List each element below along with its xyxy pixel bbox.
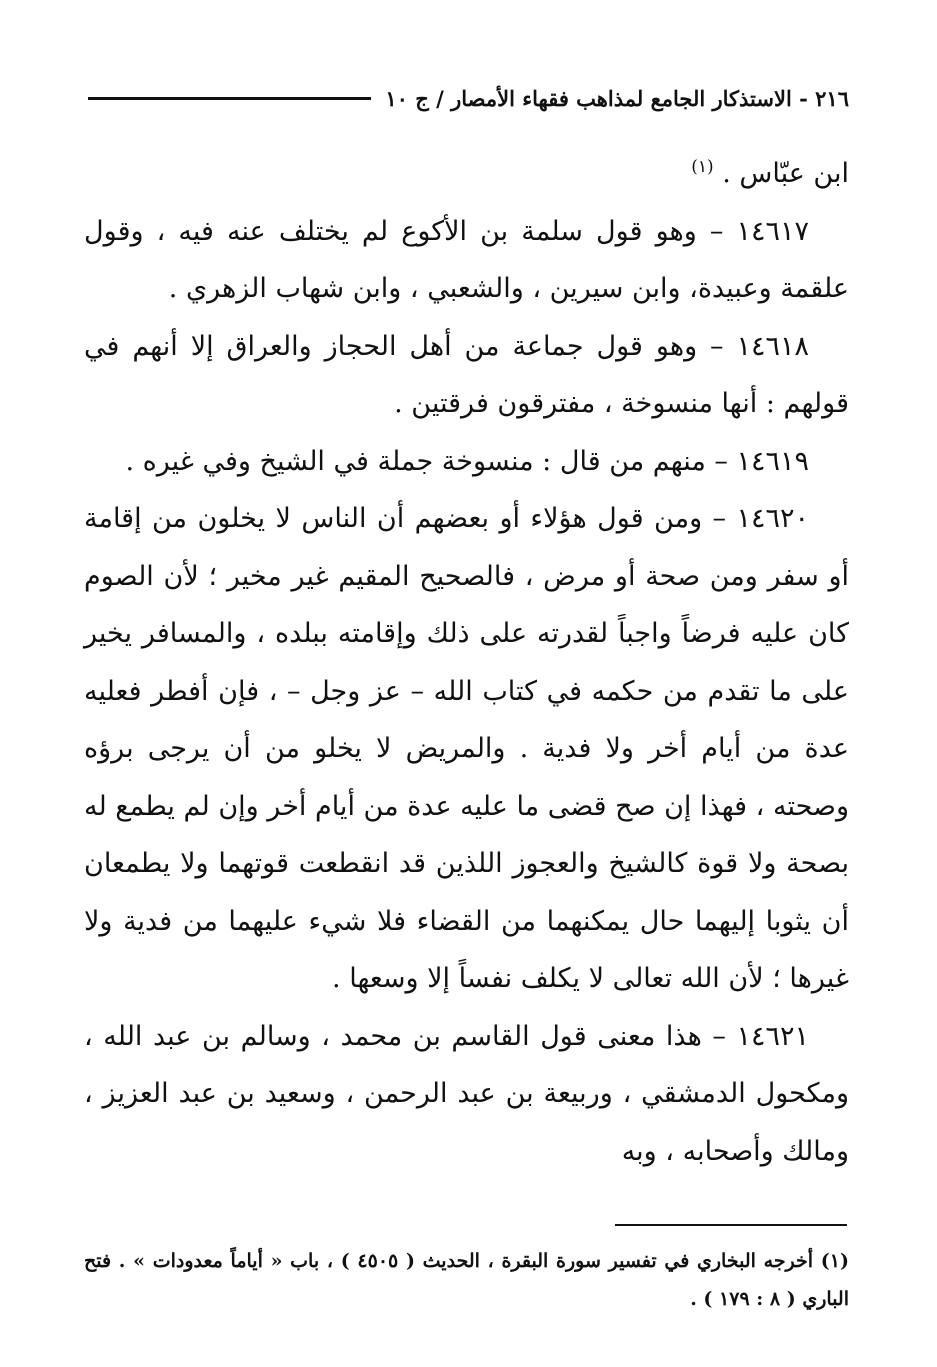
paragraph-14618: ١٤٦١٨ – وهو قول جماعة من أهل الحجاز والعراق إلا أنهم في قولهم : أنها منسوخة ، مفترقون فرقتين . <box>84 330 849 419</box>
footnote-1: (١) أخرجه البخاري في تفسير سورة البقرة ، الحديث ( ٤٥٠٥ ) ، باب « أياماً معدودات » . فتح الباري ( ٨ : ١٧٩ ) . <box>84 1250 849 1310</box>
header-rule <box>88 97 371 100</box>
paragraph-14617: ١٤٦١٧ – وهو قول سلمة بن الأكوع لم يختلف عنه فيه ، وقول علقمة وعبيدة، وابن سيرين ، والشعبي ، وابن شهاب الزهري . <box>84 215 849 304</box>
paragraph-continuation <box>84 145 849 203</box>
footnote-marker: (١) <box>691 157 714 177</box>
header-title: ٢١٦ - الاستذكار الجامع لمذاهب فقهاء الأمصار / ج ١٠ <box>385 86 849 111</box>
running-header <box>88 86 849 111</box>
paragraph-14619: ١٤٦١٩ – منهم من قال : منسوخة جملة في الشيخ وفي غيره . <box>125 445 809 477</box>
body-text <box>84 145 849 1180</box>
footnote-separator <box>615 1224 847 1226</box>
paragraph-14620: ١٤٦٢٠ – ومن قول هؤلاء أو بعضهم أن الناس لا يخلون من إقامة أو سفر ومن صحة أو مرض ، فالصحيح المقيم غير مخير ؛ لأن الصوم كان عليه فرضاً واجباً لقدرته على ذلك وإقامته ببلده ، والمسافر يخير على ما تقدم من حكمه في كتاب الله – عز وجل – ، فإن أفطر فعليه عدة من أيام أخر ولا فدية . والمريض لا يخلو من أن يرجى برؤه وصحته ، فهذا إن صح قضى ما عليه عدة من أيام أخر وإن لم يطمع له بصحة ولا قوة كالشيخ والعجوز اللذين قد انقطعت قوتهما ولا يطمعان أن يثوبا إليهما حال يمكنهما من القضاء فلا شيء عليهما من فدية ولا غيرها ؛ لأن الله تعالى لا يكلف نفساً إلا وسعها . <box>84 503 849 994</box>
footnotes <box>84 1242 849 1318</box>
paragraph-text: ابن عبّاس . <box>722 158 849 189</box>
paragraph-14621: ١٤٦٢١ – هذا معنى قول القاسم بن محمد ، وسالم بن عبد الله ، ومكحول الدمشقي ، وربيعة بن عبد الرحمن ، وسعيد بن عبد العزيز ، ومالك وأصحابه ، وبه <box>84 1020 849 1167</box>
